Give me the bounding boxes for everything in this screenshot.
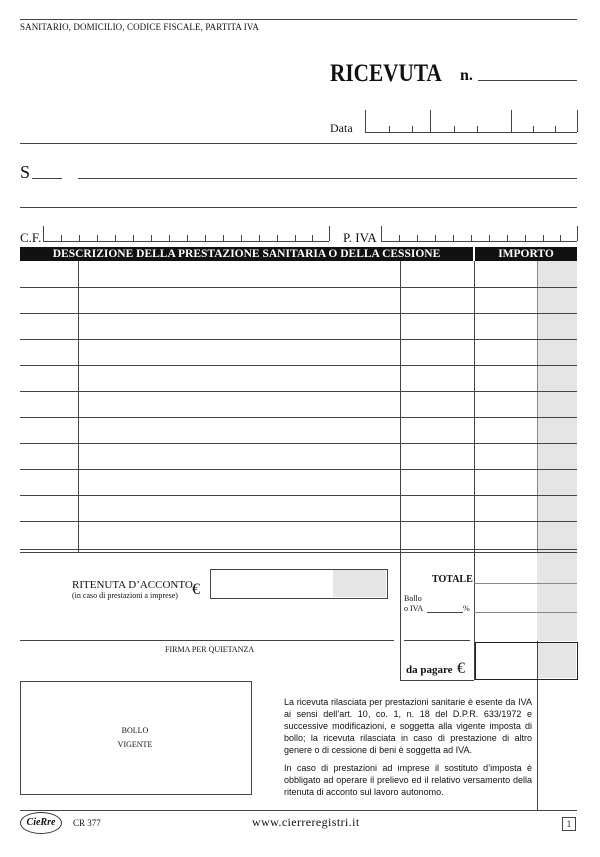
percent-symbol: % bbox=[463, 604, 470, 613]
piva-label: P. IVA bbox=[343, 230, 377, 245]
s-label: S bbox=[20, 162, 31, 182]
signature-field[interactable] bbox=[20, 640, 394, 641]
stamp-line1: BOLLO bbox=[121, 726, 149, 735]
address-field[interactable] bbox=[20, 207, 577, 208]
website-label: www.cierreregistri.it bbox=[252, 815, 360, 829]
dapagare-label: da pagare bbox=[406, 664, 453, 676]
bollo-label-line1: Bollo bbox=[404, 594, 422, 603]
bollo-iva-label bbox=[404, 594, 423, 614]
legal-note bbox=[284, 696, 532, 804]
totale-label: TOTALE bbox=[432, 574, 473, 585]
legal-note-paragraph: In caso di prestazioni ad imprese il sostituto d’imposta è obbligato ad operare il prelievo ed il relativo versamento della ritenuta di acconto sul lavoro autonomo. bbox=[284, 763, 532, 797]
ritenuta-shade bbox=[333, 570, 386, 597]
legal-note-paragraph: La ricevuta rilasciata per prestazioni sanitarie è esente da IVA ai sensi dell’art. 10, co. 1, n. 18 del D.P.R. 633/1972 e successive modificazioni, e soggetta alla vigente imposta di bollo; la ricevuta rilasciata in caso di prestazione di altro genere o di cessione di beni è soggetta ad IVA. bbox=[284, 697, 532, 755]
bollo-label-line2: o IVA bbox=[404, 604, 424, 613]
s-name-field[interactable] bbox=[78, 178, 577, 179]
page-number: 1 bbox=[562, 817, 576, 831]
date-label: Data bbox=[330, 121, 353, 135]
form-code: CR 377 bbox=[73, 818, 101, 828]
top-caption: SANITARIO, DOMICILIO, CODICE FISCALE, PARTITA IVA bbox=[20, 22, 259, 32]
column-amount-header: IMPORTO bbox=[498, 248, 554, 260]
column-description-header: DESCRIZIONE DELLA PRESTAZIONE SANITARIA O DELLA CESSIONE bbox=[52, 248, 441, 260]
cierre-logo: CieRre bbox=[20, 812, 62, 834]
footer-divider bbox=[20, 810, 577, 811]
ritenuta-sub-label: (in caso di prestazioni a imprese) bbox=[72, 591, 178, 600]
signature-label: FIRMA PER QUIETANZA bbox=[165, 645, 255, 654]
stamp-line2: VIGENTE bbox=[117, 740, 153, 749]
receipt-number-field[interactable] bbox=[478, 80, 577, 81]
top-border bbox=[20, 19, 577, 20]
euro-icon: € bbox=[192, 581, 200, 598]
ritenuta-label: RITENUTA D’ACCONTO bbox=[72, 579, 193, 591]
iva-percent-field[interactable] bbox=[427, 612, 463, 613]
receipt-number-label: n. bbox=[460, 67, 473, 84]
section-divider bbox=[20, 143, 577, 144]
cf-label: C.F. bbox=[20, 230, 42, 245]
euro-icon: € bbox=[457, 660, 465, 677]
s-prefix-field[interactable] bbox=[32, 178, 62, 179]
stamp-box-text bbox=[20, 724, 250, 752]
receipt-title: RICEVUTA bbox=[330, 60, 442, 87]
